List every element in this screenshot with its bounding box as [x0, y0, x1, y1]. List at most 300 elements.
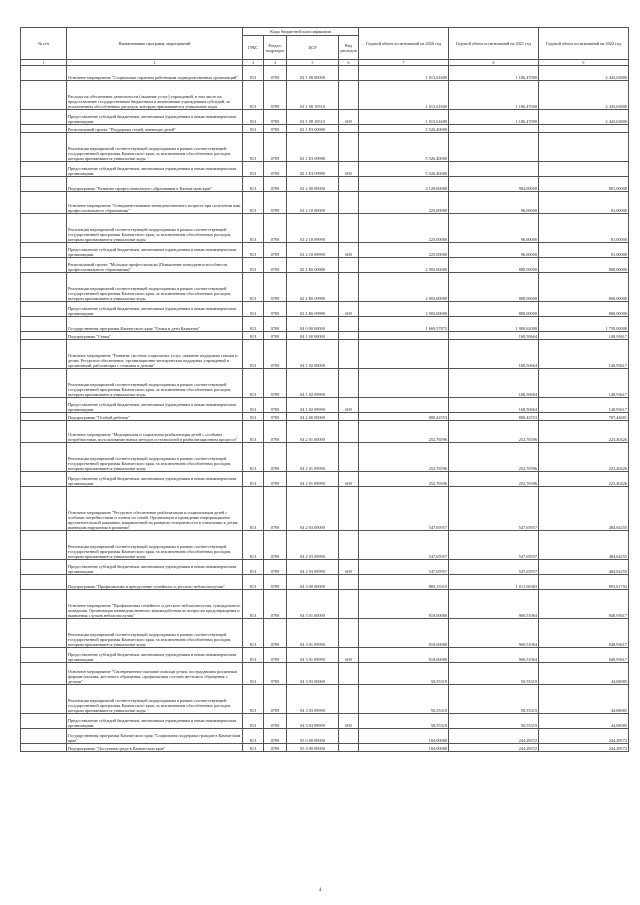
cell-2020: 2 903,60000 [359, 273, 449, 302]
table-row [21, 744, 629, 752]
cell-name: Предоставление субсидий бюджетным, автономным учреждениям и иным некоммерческим организациям [67, 398, 243, 413]
col-header-rz: Раздел, подраздел [264, 36, 287, 60]
cell-2020: 5 526,40000 [359, 133, 449, 162]
cell-2020: 225,00000 [359, 243, 449, 258]
page-number: 4 [318, 888, 322, 893]
cell-2022: 484,04255 [539, 487, 629, 531]
cell-name: Подпрограмма "Семья" [67, 332, 243, 340]
col-header-2020: Годовой объем ассигнований на 2020 год [359, 28, 449, 60]
cell-vr [339, 317, 359, 332]
cell-2020 [359, 332, 449, 340]
cell-2021: 960,51064 [449, 648, 539, 663]
cell-2022: 800,00000 [539, 273, 629, 302]
cell-rz: 0709 [264, 531, 287, 560]
col-header-group: Коды бюджетной классификации [243, 28, 359, 36]
cell-vr [339, 66, 359, 81]
cell-grbs: 813 [243, 81, 264, 110]
cell-csr: 04 2 03 09990 [287, 531, 339, 560]
cell-csr: 02 2 10 09990 [287, 214, 339, 243]
cell-2020: 547,65957 [359, 487, 449, 531]
cell-2021: 96,00000 [449, 243, 539, 258]
cell-2022: 244,28572 [539, 729, 629, 744]
cell-name: Реализация мероприятий соответствующей подпрограммы в рамках соответствующей государственной программы Камчатского края, за исключением обособленных расходов, которым присваиваются уникальные коды [67, 443, 243, 472]
cell-grbs: 813 [243, 125, 264, 133]
cell-name: Предоставление субсидий бюджетным, автономным учреждениям и иным некоммерческим организациям [67, 110, 243, 125]
col-header-num: № п/п [21, 28, 67, 60]
cell-2020: 184,00000 [359, 744, 449, 752]
cell-num [21, 369, 67, 398]
cell-name: Реализация мероприятий соответствующей подпрограммы в рамках соответствующей государственной программы Камчатского края, за исключением обособленных расходов, которым присваиваются уникальные коды [67, 214, 243, 243]
cell-rz: 0709 [264, 302, 287, 317]
table-body [21, 60, 629, 752]
cell-2021: 547,65957 [449, 531, 539, 560]
cell-vr [339, 332, 359, 340]
cell-2021: 1 186,47000 [449, 110, 539, 125]
cell-vr [339, 214, 359, 243]
table-row [21, 340, 629, 369]
cell-2021: 252,76596 [449, 472, 539, 487]
cell-rz: 0709 [264, 340, 287, 369]
cell-grbs: 813 [243, 590, 264, 619]
cell-2021: 168,50664 [449, 369, 539, 398]
cell-2021: 168,50664 [449, 332, 539, 340]
cell-2021: 50,55319 [449, 685, 539, 714]
cell-name: Реализация мероприятий соответствующей подпрограммы в рамках соответствующей государственной программы Камчатского края, за исключением обособленных расходов, которым присваиваются уникальные коды [67, 273, 243, 302]
col-header-2022: Годовой объем ассигнований на 2022 год [539, 28, 629, 60]
cell-rz: 0709 [264, 317, 287, 332]
cell-num [21, 258, 67, 273]
cell-num [21, 744, 67, 752]
table-row [21, 110, 629, 125]
cell-rz: 0709 [264, 81, 287, 110]
cell-2022 [539, 125, 629, 133]
cell-csr: 04 3 03 00000 [287, 663, 339, 685]
cell-2022: 800,00000 [539, 302, 629, 317]
cell-name: Предоставление субсидий бюджетным, автономным учреждениям и иным некоммерческим организациям [67, 714, 243, 729]
cell-2020: 3 128,60000 [359, 177, 449, 192]
cell-num [21, 177, 67, 192]
cell-num [21, 66, 67, 81]
cell-vr [339, 685, 359, 714]
cell-csr: 04 3 00 00000 [287, 575, 339, 590]
cell-2022: 223,40426 [539, 421, 629, 443]
cell-name: Государственная программа Камчатского края "Семья и дети Камчатки" [67, 317, 243, 332]
cell-csr: 02 2 10 00000 [287, 192, 339, 214]
cell-2020: 225,00000 [359, 214, 449, 243]
cell-name: Подпрограмма "Доступная среда в Камчатском крае" [67, 744, 243, 752]
cell-2022: 81,00000 [539, 214, 629, 243]
cell-num [21, 685, 67, 714]
cell-name: Основное мероприятие "Медицинская и социальная реабилитация детей с особыми потребностями, использование новых методов и технологий в реабилитационном процессе" [67, 421, 243, 443]
cell-num [21, 648, 67, 663]
cell-name: Основное мероприятие "Ресурсное обеспечение реабилитации и социализации детей с особыми потребностями и членов их семей. Организация и проведение информационно-просветительской кампании, направленной на развитие толерантности в отношении к детям, имеющим нарушения в развитии" [67, 487, 243, 531]
table-row [21, 398, 629, 413]
cell-num [21, 590, 67, 619]
cell-num [21, 443, 67, 472]
cell-csr: 05 3 00 00000 [287, 744, 339, 752]
cell-csr: 02 1 08 10510 [287, 81, 339, 110]
cell-num [21, 398, 67, 413]
table-row [21, 685, 629, 714]
cell-2022: 44,68085 [539, 714, 629, 729]
table-row [21, 369, 629, 398]
table-row [21, 531, 629, 560]
cell-vr [339, 421, 359, 443]
cell-vr [339, 192, 359, 214]
cell-2022: 848,93617 [539, 648, 629, 663]
cell-num [21, 125, 67, 133]
cell-csr: 04 1 02 09990 [287, 398, 339, 413]
cell-2021: 168,50664 [449, 340, 539, 369]
cell-2020: 50,55319 [359, 685, 449, 714]
cell-grbs: 813 [243, 340, 264, 369]
cell-grbs: 813 [243, 162, 264, 177]
cell-2020: 869,15319 [359, 575, 449, 590]
cell-name: Региональный проект "Поддержка семей, имеющих детей" [67, 125, 243, 133]
cell-vr [339, 487, 359, 531]
table-row [21, 560, 629, 575]
cell-vr [339, 133, 359, 162]
cell-2020: 1 013,61600 [359, 110, 449, 125]
cell-rz: 0709 [264, 685, 287, 714]
cell-name: Подпрограмма "Особый ребенок" [67, 413, 243, 421]
cell-2022: 893,61702 [539, 575, 629, 590]
cell-2022: 148,93617 [539, 398, 629, 413]
cell-2022: 223,40426 [539, 443, 629, 472]
cell-rz: 0709 [264, 177, 287, 192]
cell-grbs: 813 [243, 472, 264, 487]
cell-2021: 888,00000 [449, 258, 539, 273]
cell-2022: 881,00000 [539, 177, 629, 192]
cell-rz: 0709 [264, 162, 287, 177]
cell-grbs: 813 [243, 413, 264, 421]
cell-2021: 244,28572 [449, 729, 539, 744]
cell-2021: 984,00000 [449, 177, 539, 192]
cell-grbs: 813 [243, 744, 264, 752]
cell-2021 [449, 133, 539, 162]
cell-2020: 5 526,40000 [359, 125, 449, 133]
table-row [21, 443, 629, 472]
cell-vr [339, 413, 359, 421]
cell-csr: 02 2 00 00000 [287, 177, 339, 192]
cell-2022: 848,93617 [539, 590, 629, 619]
cell-rz: 0709 [264, 125, 287, 133]
cell-num [21, 192, 67, 214]
cell-name: Предоставление субсидий бюджетным, автономным учреждениям и иным некоммерческим организациям [67, 162, 243, 177]
cell-2020: 800,42553 [359, 413, 449, 421]
cell-2022 [539, 133, 629, 162]
cell-rz: 0709 [264, 421, 287, 443]
cell-rz: 0709 [264, 398, 287, 413]
cell-vr [339, 663, 359, 685]
cell-2021: 960,51064 [449, 590, 539, 619]
cell-num [21, 332, 67, 340]
cell-grbs: 813 [243, 369, 264, 398]
cell-2020: 818,60000 [359, 590, 449, 619]
table-row [21, 663, 629, 685]
cell-num [21, 110, 67, 125]
cell-2020: 252,76596 [359, 472, 449, 487]
cell-2022: 148,93617 [539, 340, 629, 369]
cell-grbs: 813 [243, 332, 264, 340]
column-index-cell: 9 [539, 60, 629, 66]
cell-grbs: 813 [243, 648, 264, 663]
cell-vr [339, 531, 359, 560]
cell-num [21, 487, 67, 531]
cell-csr: 04 1 02 00000 [287, 340, 339, 369]
cell-name: Реализация мероприятий соответствующей подпрограммы в рамках соответствующей государственной программы Камчатского края, за исключением обособленных расходов, которым присваиваются уникальные коды [67, 369, 243, 398]
cell-name: Основное мероприятие "Развитие системы социальных услуг, оказание поддержки семьям и детям. Ресурсное обеспечение, организационно-методическая поддержка учреждений и организаций, работающих с семьями и детьми" [67, 340, 243, 369]
cell-vr: 600 [339, 648, 359, 663]
cell-grbs: 813 [243, 685, 264, 714]
col-header-2021: Годовой объем ассигнований на 2021 год [449, 28, 539, 60]
cell-num [21, 302, 67, 317]
cell-2021: 96,00000 [449, 214, 539, 243]
cell-2022: 244,28572 [539, 744, 629, 752]
table-row [21, 413, 629, 421]
cell-csr: 04 3 01 00000 [287, 590, 339, 619]
cell-csr: 02 1 E3 09990 [287, 162, 339, 177]
cell-num [21, 729, 67, 744]
cell-vr: 600 [339, 398, 359, 413]
cell-2020: 225,00000 [359, 192, 449, 214]
table-row [21, 317, 629, 332]
cell-grbs: 813 [243, 398, 264, 413]
cell-2020: 1 669,57872 [359, 317, 449, 332]
cell-2021: 1 186,47000 [449, 66, 539, 81]
cell-num [21, 340, 67, 369]
cell-num [21, 472, 67, 487]
cell-csr: 04 3 03 09990 [287, 685, 339, 714]
cell-2021: 1 980,62000 [449, 317, 539, 332]
cell-2021: 252,76596 [449, 421, 539, 443]
cell-csr: 04 2 03 09990 [287, 560, 339, 575]
cell-grbs: 813 [243, 273, 264, 302]
cell-2020: 50,55319 [359, 663, 449, 685]
cell-vr [339, 443, 359, 472]
cell-csr: 02 2 E6 09990 [287, 302, 339, 317]
cell-grbs: 813 [243, 302, 264, 317]
col-header-csr: ЦСР [287, 36, 339, 60]
cell-2022: 484,04255 [539, 531, 629, 560]
cell-csr: 02 1 E3 09990 [287, 133, 339, 162]
cell-grbs: 813 [243, 729, 264, 744]
cell-name: Предоставление субсидий бюджетным, автономным учреждениям и иным некоммерческим организациям [67, 472, 243, 487]
cell-num [21, 273, 67, 302]
cell-num [21, 317, 67, 332]
cell-csr: 04 2 00 00000 [287, 413, 339, 421]
cell-csr: 04 1 02 09990 [287, 369, 339, 398]
cell-2022: 848,93617 [539, 619, 629, 648]
cell-csr: 02 2 10 09990 [287, 243, 339, 258]
cell-2022: 2 443,63800 [539, 66, 629, 81]
cell-2021: 888,00000 [449, 302, 539, 317]
cell-2022: 148,93617 [539, 369, 629, 398]
cell-rz: 0709 [264, 443, 287, 472]
cell-grbs: 813 [243, 531, 264, 560]
cell-vr: 600 [339, 243, 359, 258]
cell-2021 [449, 162, 539, 177]
cell-rz: 0709 [264, 560, 287, 575]
cell-rz: 0709 [264, 332, 287, 340]
cell-vr [339, 177, 359, 192]
table-row [21, 192, 629, 214]
cell-rz: 0709 [264, 192, 287, 214]
cell-csr: 02 1 08 00000 [287, 66, 339, 81]
cell-csr: 02 1 08 10510 [287, 110, 339, 125]
cell-name: Основное мероприятие "Профилактика семейного и детского неблагополучия, суицидального поведения. Организация межведомственного взаимодействия по вопросам предотвращения и выявления случаев неблагополучия" [67, 590, 243, 619]
cell-name: Подпрограмма "Развитие профессионального образования в Камчатском крае" [67, 177, 243, 192]
table-row [21, 273, 629, 302]
cell-2021: 50,55319 [449, 714, 539, 729]
cell-2020: 2 903,60000 [359, 258, 449, 273]
cell-name: Основное мероприятие "Совершенствование вневедомственного возраста при получении ими профессионального образования" [67, 192, 243, 214]
cell-rz: 0709 [264, 729, 287, 744]
table-row [21, 177, 629, 192]
cell-name: Предоставление субсидий бюджетным, автономным учреждениям и иным некоммерческим организациям [67, 648, 243, 663]
column-index-cell: 6 [339, 60, 359, 66]
cell-2020: 50,55319 [359, 714, 449, 729]
table-row [21, 125, 629, 133]
cell-2022: 44,68085 [539, 663, 629, 685]
cell-rz: 0709 [264, 369, 287, 398]
column-index-cell: 4 [264, 60, 287, 66]
cell-csr: 04 3 01 09990 [287, 619, 339, 648]
cell-2020: 818,60000 [359, 619, 449, 648]
cell-grbs: 813 [243, 66, 264, 81]
cell-vr: 600 [339, 302, 359, 317]
cell-2022: 223,40426 [539, 472, 629, 487]
cell-rz: 0709 [264, 214, 287, 243]
cell-name: Подпрограмма "Профилактика и преодоление семейного и детского неблагополучия" [67, 575, 243, 590]
cell-vr [339, 340, 359, 369]
cell-csr: 02 2 E6 09990 [287, 273, 339, 302]
cell-num [21, 575, 67, 590]
table-row [21, 66, 629, 81]
cell-2020 [359, 340, 449, 369]
table-row [21, 590, 629, 619]
cell-grbs: 813 [243, 575, 264, 590]
table-row [21, 133, 629, 162]
cell-grbs: 813 [243, 177, 264, 192]
cell-num [21, 133, 67, 162]
cell-csr: 04 0 00 00000 [287, 317, 339, 332]
cell-rz: 0709 [264, 744, 287, 752]
cell-2020: 1 013,61600 [359, 81, 449, 110]
cell-rz: 0709 [264, 273, 287, 302]
cell-csr: 04 2 01 00000 [287, 421, 339, 443]
cell-rz: 0709 [264, 258, 287, 273]
cell-vr: 600 [339, 714, 359, 729]
table-row [21, 472, 629, 487]
table-row [21, 648, 629, 663]
cell-2022: 707,44681 [539, 413, 629, 421]
cell-2022 [539, 162, 629, 177]
cell-name: Расходы на обеспечение деятельности (оказание услуг) учреждений, в том числе на предоставление государственным бюджетным и автономным учреждениям субсидий, за исключением обособленных расходов, которым присваиваются уникальные коды [67, 81, 243, 110]
cell-2021: 96,00000 [449, 192, 539, 214]
cell-num [21, 560, 67, 575]
cell-rz: 0709 [264, 66, 287, 81]
cell-vr [339, 729, 359, 744]
cell-grbs: 813 [243, 714, 264, 729]
cell-name: Региональный проект "Молодые профессионалы (Повышение конкурентоспособности профессионального образования)" [67, 258, 243, 273]
cell-vr [339, 575, 359, 590]
cell-2020 [359, 398, 449, 413]
cell-2021: 252,76596 [449, 443, 539, 472]
cell-2021: 1 186,47000 [449, 81, 539, 110]
cell-grbs: 813 [243, 317, 264, 332]
cell-2021 [449, 125, 539, 133]
cell-rz: 0709 [264, 133, 287, 162]
cell-2022: 2 443,63800 [539, 110, 629, 125]
table-row [21, 162, 629, 177]
table-row [21, 243, 629, 258]
cell-2021: 888,00000 [449, 273, 539, 302]
cell-vr [339, 590, 359, 619]
table-row [21, 302, 629, 317]
cell-rz: 0709 [264, 413, 287, 421]
table-row [21, 332, 629, 340]
cell-grbs: 813 [243, 243, 264, 258]
cell-grbs: 813 [243, 663, 264, 685]
budget-table-page [20, 27, 628, 752]
cell-grbs: 813 [243, 192, 264, 214]
table-row [21, 487, 629, 531]
cell-2021: 50,55319 [449, 663, 539, 685]
cell-name: Реализация мероприятий соответствующей подпрограммы в рамках соответствующей государственной программы Камчатского края, за исключением обособленных расходов, которым присваиваются уникальные коды [67, 133, 243, 162]
table-row [21, 421, 629, 443]
cell-2020: 252,76596 [359, 443, 449, 472]
table-row [21, 619, 629, 648]
cell-num [21, 531, 67, 560]
cell-grbs: 813 [243, 443, 264, 472]
column-index-cell: 7 [359, 60, 449, 66]
cell-2021: 960,51064 [449, 619, 539, 648]
cell-csr: 04 3 03 09990 [287, 714, 339, 729]
cell-num [21, 714, 67, 729]
cell-2021: 1 011,06383 [449, 575, 539, 590]
cell-2021: 800,42553 [449, 413, 539, 421]
cell-2022: 484,04255 [539, 560, 629, 575]
cell-rz: 0709 [264, 714, 287, 729]
table-row [21, 258, 629, 273]
cell-num [21, 162, 67, 177]
cell-2020: 2 903,60000 [359, 302, 449, 317]
cell-name: Государственная программа Камчатского края "Социальная поддержка граждан в Камчатском крае" [67, 729, 243, 744]
cell-2022: 81,00000 [539, 192, 629, 214]
cell-grbs: 813 [243, 560, 264, 575]
column-index-cell: 2 [67, 60, 243, 66]
cell-name: Реализация мероприятий соответствующей подпрограммы в рамках соответствующей государственной программы Камчатского края, за исключением обособленных расходов, которым присваиваются уникальные коды [67, 619, 243, 648]
cell-name: Предоставление субсидий бюджетным, автономным учреждениям и иным некоммерческим организациям [67, 560, 243, 575]
table-row [21, 729, 629, 744]
cell-2022: 44,68085 [539, 685, 629, 714]
cell-grbs: 813 [243, 110, 264, 125]
cell-vr [339, 369, 359, 398]
cell-2020: 184,00000 [359, 729, 449, 744]
cell-name: Реализация мероприятий соответствующей подпрограммы в рамках соответствующей государственной программы Камчатского края, за исключением обособленных расходов, которым присваиваются уникальные коды [67, 685, 243, 714]
cell-num [21, 214, 67, 243]
cell-2021: 547,65957 [449, 487, 539, 531]
cell-2021: 547,65957 [449, 560, 539, 575]
cell-vr [339, 273, 359, 302]
cell-rz: 0709 [264, 619, 287, 648]
cell-csr: 04 1 00 00000 [287, 332, 339, 340]
cell-rz: 0709 [264, 472, 287, 487]
table-row [21, 714, 629, 729]
cell-rz: 0709 [264, 663, 287, 685]
cell-name: Реализация мероприятий соответствующей подпрограммы в рамках соответствующей государственной программы Камчатского края, за исключением обособленных расходов, которым присваиваются уникальные коды [67, 531, 243, 560]
